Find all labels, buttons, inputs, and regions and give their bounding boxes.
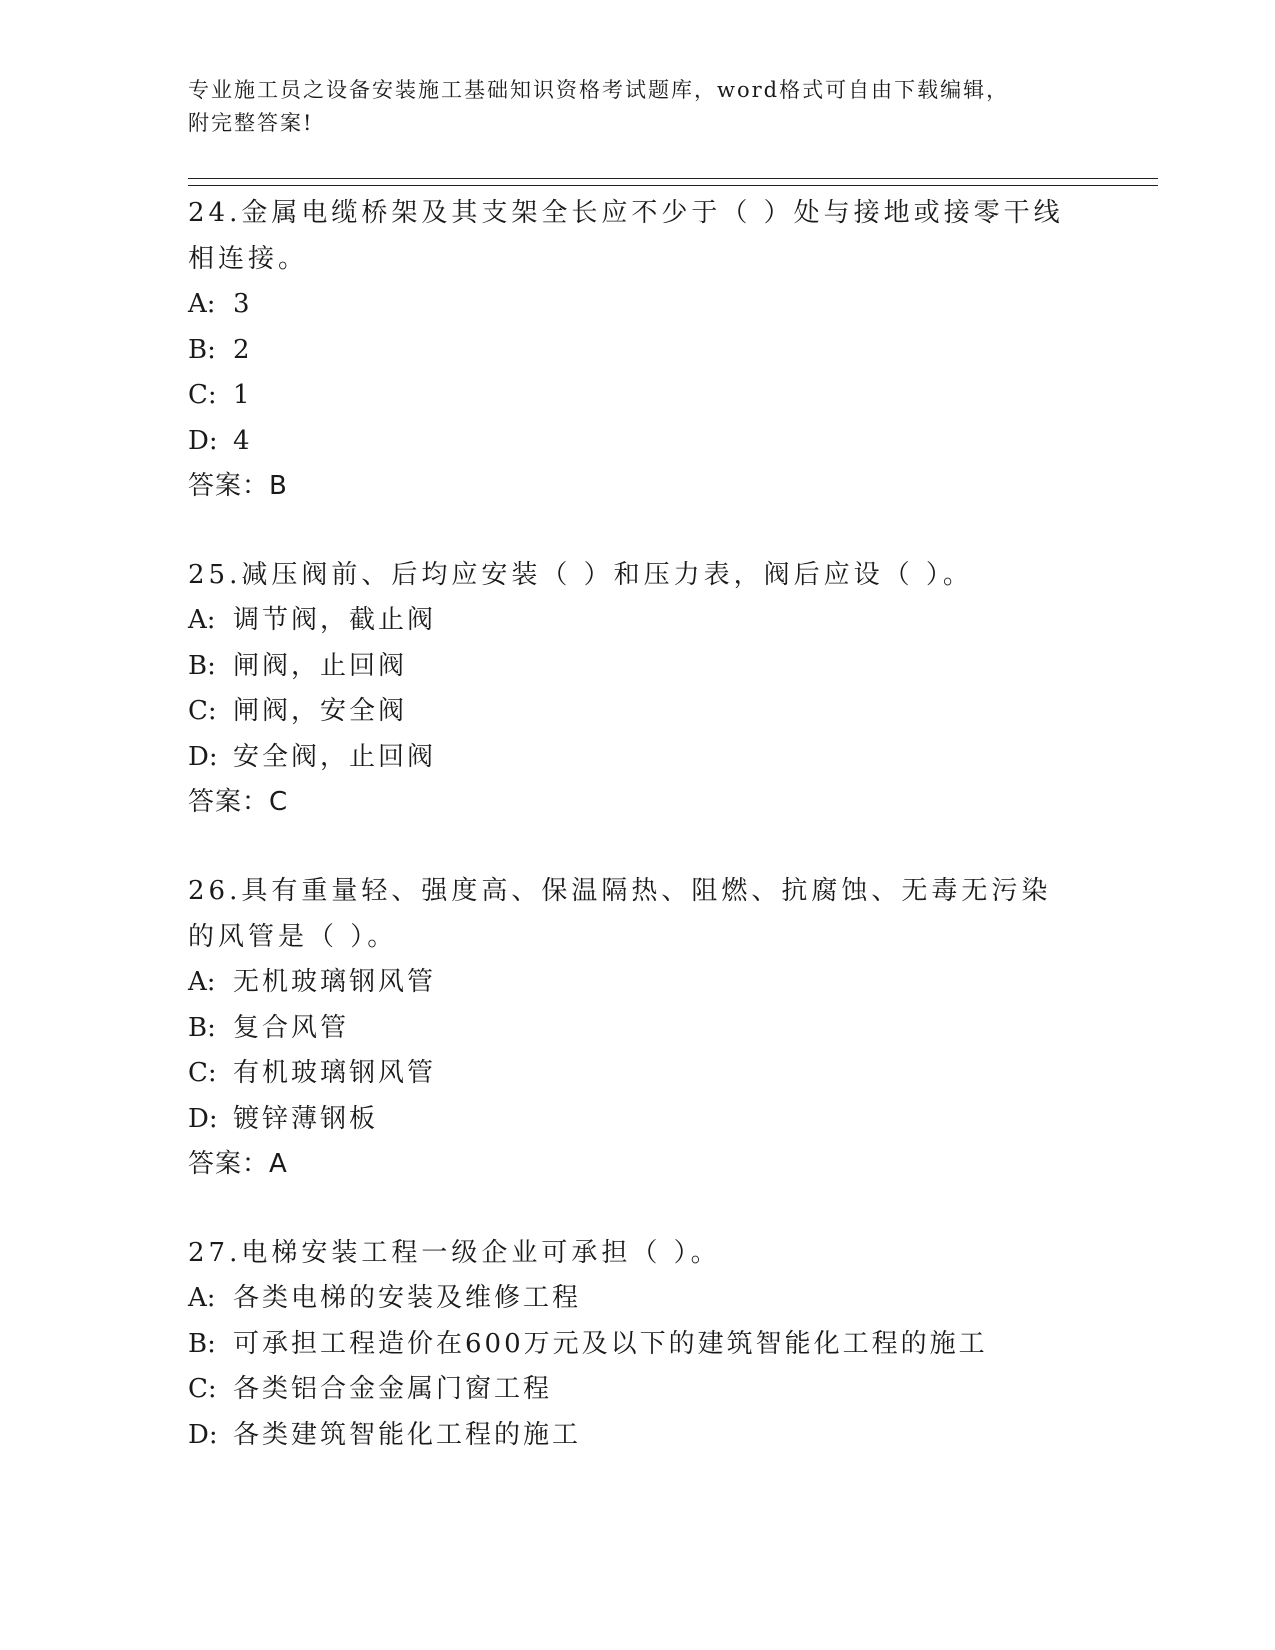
- document-header: [188, 74, 1088, 140]
- option-a: [188, 282, 1088, 328]
- option-text: 无机玻璃钢风管: [233, 967, 437, 997]
- option-text: 镀锌薄钢板: [233, 1103, 379, 1134]
- option-label: B:: [188, 650, 216, 681]
- answer-line: 答案：C: [188, 787, 289, 817]
- option-text: 3: [233, 289, 253, 319]
- option-label: D:: [188, 1103, 218, 1134]
- option-d: [188, 1097, 1088, 1143]
- option-text: 安全阀，止回阀: [233, 741, 437, 772]
- option-d: [188, 419, 1088, 465]
- option-b: [188, 1322, 1088, 1368]
- option-text: 闸阀，安全阀: [233, 696, 408, 726]
- option-text: 闸阀，止回阀: [233, 650, 408, 681]
- option-label: C:: [188, 1374, 217, 1404]
- option-label: A:: [188, 605, 216, 635]
- option-text: 复合风管: [233, 1012, 350, 1043]
- header-line-1: 专业施工员之设备安装施工基础知识资格考试题库，word格式可自由下载编辑，: [188, 78, 1010, 102]
- question-27: [188, 1230, 1088, 1458]
- option-label: B:: [188, 1012, 216, 1043]
- option-text: 有机玻璃钢风管: [233, 1058, 437, 1088]
- option-label: C:: [188, 696, 217, 726]
- option-label: B:: [188, 334, 216, 365]
- option-c: [188, 689, 1088, 735]
- option-text: 各类电梯的安装及维修工程: [233, 1283, 582, 1313]
- option-label: A:: [188, 1283, 216, 1313]
- question-text: 24.金属电缆桥架及其支架全长应不少于（ ）处与接地或接零干线相连接。: [188, 198, 1064, 274]
- option-c: [188, 1051, 1088, 1097]
- option-c: [188, 1367, 1088, 1413]
- option-text: 可承担工程造价在600万元及以下的建筑智能化工程的施工: [233, 1328, 988, 1359]
- question-text: 25.减压阀前、后均应安装（ ）和压力表，阀后应设（ ）。: [188, 560, 973, 590]
- answer-line: 答案：A: [188, 1149, 288, 1179]
- question-text: 27.电梯安装工程一级企业可承担（ ）。: [188, 1238, 721, 1268]
- question-list: [188, 190, 1088, 1501]
- option-text: 各类铝合金金属门窗工程: [233, 1374, 553, 1404]
- option-text: 4: [233, 425, 253, 456]
- question-24: [188, 190, 1088, 509]
- option-a: [188, 598, 1088, 644]
- header-line-2: 附完整答案!: [188, 111, 314, 135]
- option-text: 各类建筑智能化工程的施工: [233, 1419, 582, 1450]
- option-label: C:: [188, 380, 217, 410]
- option-a: [188, 960, 1088, 1006]
- answer-line: 答案：B: [188, 471, 288, 501]
- option-b: [188, 1006, 1088, 1052]
- option-label: D:: [188, 425, 218, 456]
- option-b: [188, 644, 1088, 690]
- option-b: [188, 328, 1088, 374]
- option-d: [188, 735, 1088, 781]
- option-label: B:: [188, 1328, 216, 1359]
- question-text: 26.具有重量轻、强度高、保温隔热、阻燃、抗腐蚀、无毒无污染的风管是（ ）。: [188, 876, 1052, 952]
- option-label: A:: [188, 967, 216, 997]
- option-label: D:: [188, 741, 218, 772]
- header-divider: [188, 178, 1158, 186]
- option-text: 调节阀，截止阀: [233, 605, 437, 635]
- question-26: [188, 868, 1088, 1187]
- option-d: [188, 1413, 1088, 1459]
- option-label: A:: [188, 289, 216, 319]
- option-text: 2: [233, 334, 253, 365]
- question-25: [188, 552, 1088, 825]
- option-a: [188, 1276, 1088, 1322]
- option-text: 1: [233, 380, 253, 410]
- option-label: D:: [188, 1419, 218, 1450]
- option-label: C:: [188, 1058, 217, 1088]
- option-c: [188, 373, 1088, 419]
